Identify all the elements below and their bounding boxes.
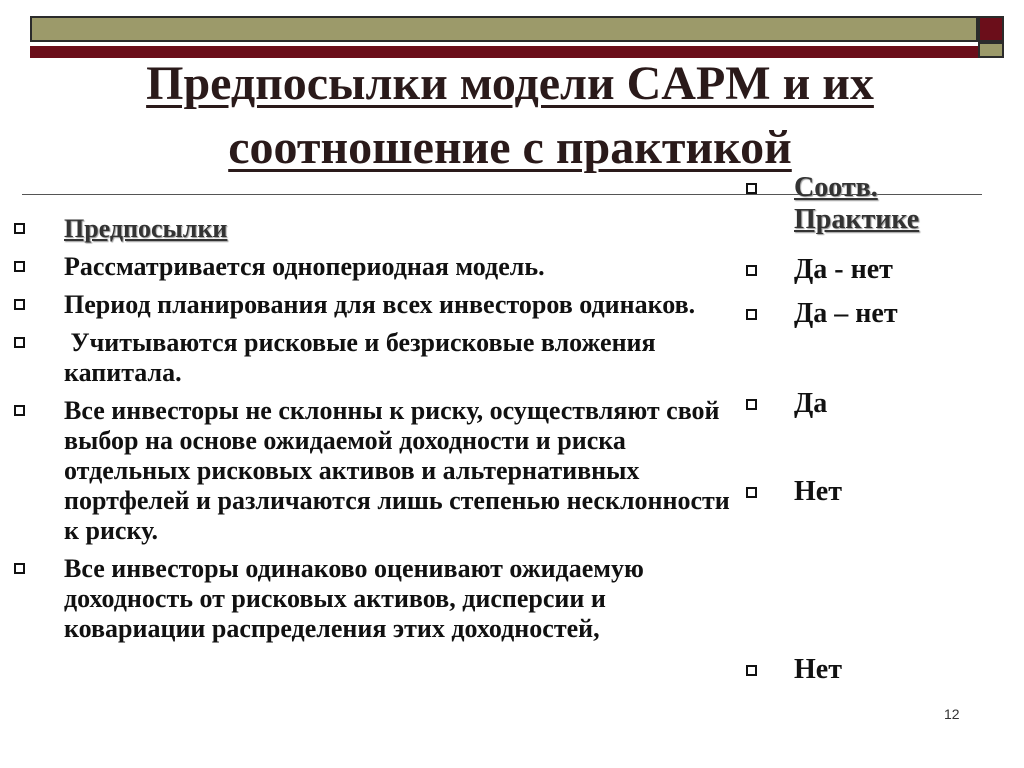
list-item [8, 252, 738, 282]
practice-value: Да [794, 388, 828, 419]
list-item [8, 554, 738, 644]
title-line-2: соотношение с практикой [228, 121, 792, 174]
list-item [740, 476, 842, 508]
practice-value: Да - нет [794, 254, 893, 285]
premises-list [8, 214, 738, 652]
practice-value: Нет [794, 476, 842, 507]
square-bullet-icon [746, 399, 757, 410]
list-item [740, 654, 842, 686]
square-bullet-icon [14, 261, 25, 272]
square-bullet-icon [746, 183, 757, 194]
premise-text: Все инвесторы одинаково оценивают ожидаемую доходность от рисковых активов, дисперсии и ковариации распределения этих доходностей, [64, 554, 644, 643]
practice-heading-item [740, 172, 994, 236]
premise-text: Учитываются рисковые и безрисковые вложения капитала. [64, 328, 663, 387]
square-bullet-icon [746, 309, 757, 320]
square-bullet-icon [14, 223, 25, 234]
square-bullet-icon [14, 299, 25, 310]
square-bullet-icon [14, 563, 25, 574]
premise-text: Все инвесторы не склонны к риску, осуществляют свой выбор на основе ожидаемой доходности и риска отдельных рисковых активов и альтернативных портфелей и различаются лишь степенью несклонности к риску. [64, 396, 730, 545]
list-item [8, 328, 738, 388]
corner-square-olive [978, 42, 1004, 58]
list-item [740, 388, 827, 420]
list-item [740, 298, 898, 330]
list-item [8, 396, 738, 546]
title-line-1: Предпосылки модели CAPM и их [146, 57, 874, 110]
premise-text: Рассматривается однопериодная модель. [64, 252, 545, 281]
title-decor-bar [30, 16, 978, 42]
practice-heading: Соотв. Практике [794, 172, 920, 235]
practice-value: Да – нет [794, 298, 898, 329]
square-bullet-icon [14, 337, 25, 348]
list-item [8, 290, 738, 320]
page-number: 12 [944, 706, 960, 722]
list-item [740, 254, 893, 286]
corner-square-red [978, 16, 1004, 42]
slide-title [40, 52, 980, 180]
premises-heading-item [8, 214, 738, 244]
premises-heading: Предпосылки [64, 214, 228, 243]
premise-text: Период планирования для всех инвесторов одинаков. [64, 290, 696, 319]
square-bullet-icon [746, 665, 757, 676]
square-bullet-icon [746, 265, 757, 276]
square-bullet-icon [14, 405, 25, 416]
square-bullet-icon [746, 487, 757, 498]
practice-value: Нет [794, 654, 842, 685]
